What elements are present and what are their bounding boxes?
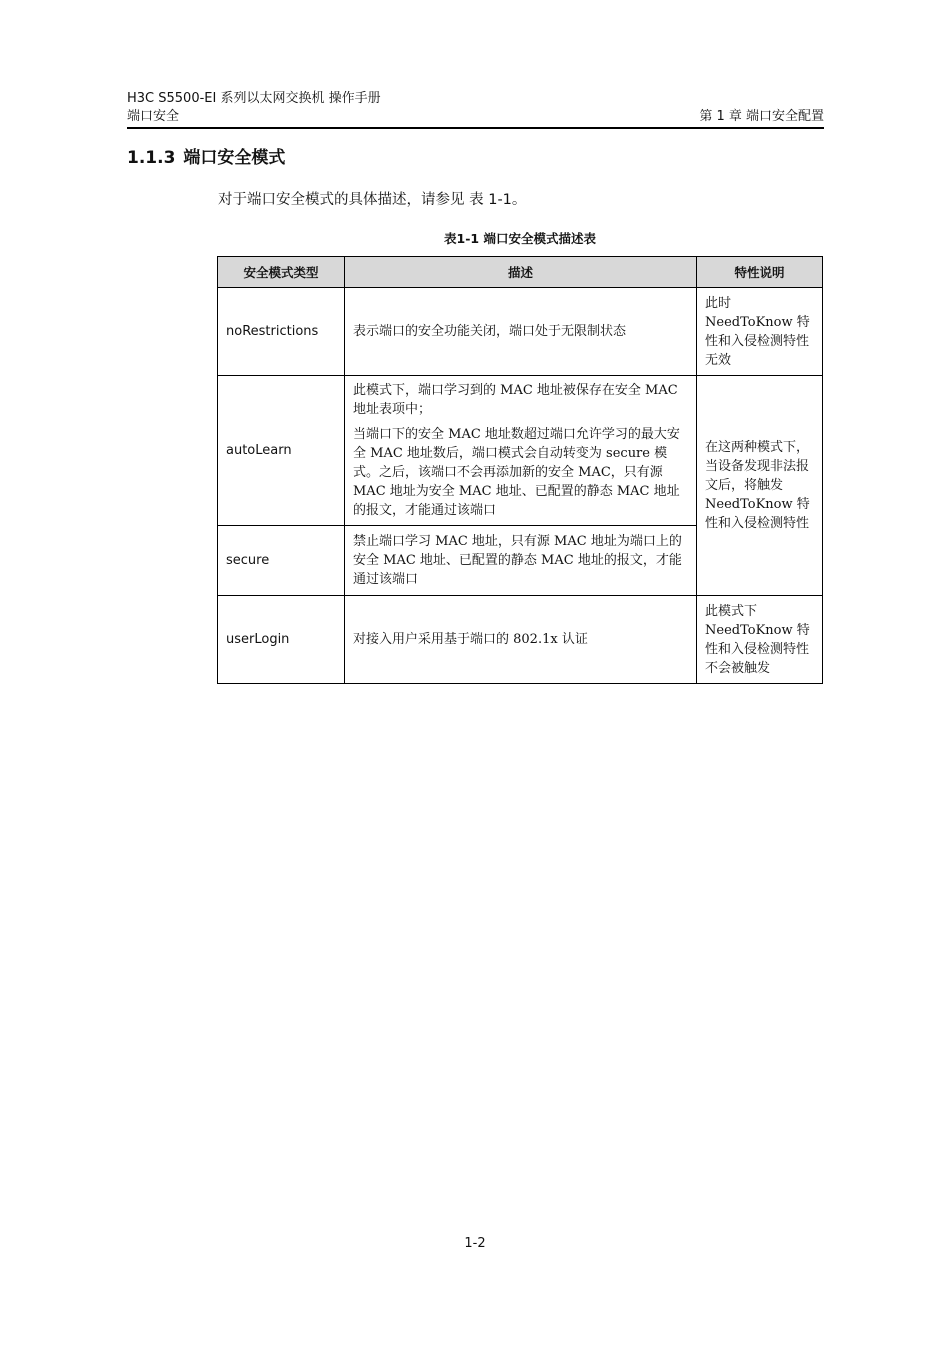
mode-cell: autoLearn — [218, 376, 345, 526]
header-row — [127, 108, 824, 126]
table-row — [218, 596, 823, 684]
table-reference-link[interactable]: 表 1-1 — [469, 192, 512, 208]
description-cell: 对接入用户采用基于端口的 802.1x 认证 — [345, 596, 697, 684]
description-cell — [345, 376, 697, 526]
description-cell: 禁止端口学习 MAC 地址，只有源 MAC 地址为端口上的安全 MAC 地址、已配置的静态 MAC 地址的报文，才能通过该端口 — [345, 526, 697, 596]
page-header — [127, 90, 824, 126]
section-number: 1.1.3 — [127, 148, 176, 168]
table-header-row — [218, 257, 823, 288]
port-security-modes-table — [217, 256, 823, 684]
description-paragraph: 当端口下的安全 MAC 地址数超过端口允许学习的最大安全 MAC 地址数后，端口模式会自动转变为 secure 模式。之后，该端口不会再添加新的安全 MAC，只有源 MAC 地址为安全 MAC 地址、已配置的静态 MAC 地址的报文，才能通过该端口 — [353, 427, 680, 518]
mode-cell: userLogin — [218, 596, 345, 684]
table-caption: 表1-1 端口安全模式描述表 — [444, 231, 596, 246]
feature-cell: 此模式下 NeedToKnow 特性和入侵检测特性不会被触发 — [697, 596, 823, 684]
manual-title: H3C S5500-EI 系列以太网交换机 操作手册 — [127, 91, 381, 106]
feature-cell: 此时 NeedToKnow 特性和入侵检测特性无效 — [697, 288, 823, 376]
intro-paragraph — [218, 189, 526, 211]
intro-text: 对于端口安全模式的具体描述，请参见 — [218, 192, 470, 208]
column-header-mode: 安全模式类型 — [218, 257, 345, 288]
mode-cell: noRestrictions — [218, 288, 345, 376]
column-header-description: 描述 — [345, 257, 697, 288]
header-section: 端口安全 — [127, 109, 180, 124]
section-title: 端口安全模式 — [183, 148, 286, 168]
description-paragraph: 此模式下，端口学习到的 MAC 地址被保存在安全 MAC 地址表项中； — [353, 383, 678, 417]
feature-cell: 在这两种模式下，当设备发现非法报文后，将触发 NeedToKnow 特性和入侵检测特性 — [697, 376, 823, 596]
intro-end: 。 — [511, 192, 527, 208]
header-chapter: 第 1 章 端口安全配置 — [699, 109, 824, 124]
mode-cell: secure — [218, 526, 345, 596]
description-cell: 表示端口的安全功能关闭，端口处于无限制状态 — [345, 288, 697, 376]
page-number: 1-2 — [464, 1236, 486, 1251]
section-heading — [127, 146, 285, 170]
header-divider — [127, 127, 824, 129]
column-header-feature: 特性说明 — [697, 257, 823, 288]
table-row — [218, 376, 823, 526]
table-row — [218, 288, 823, 376]
